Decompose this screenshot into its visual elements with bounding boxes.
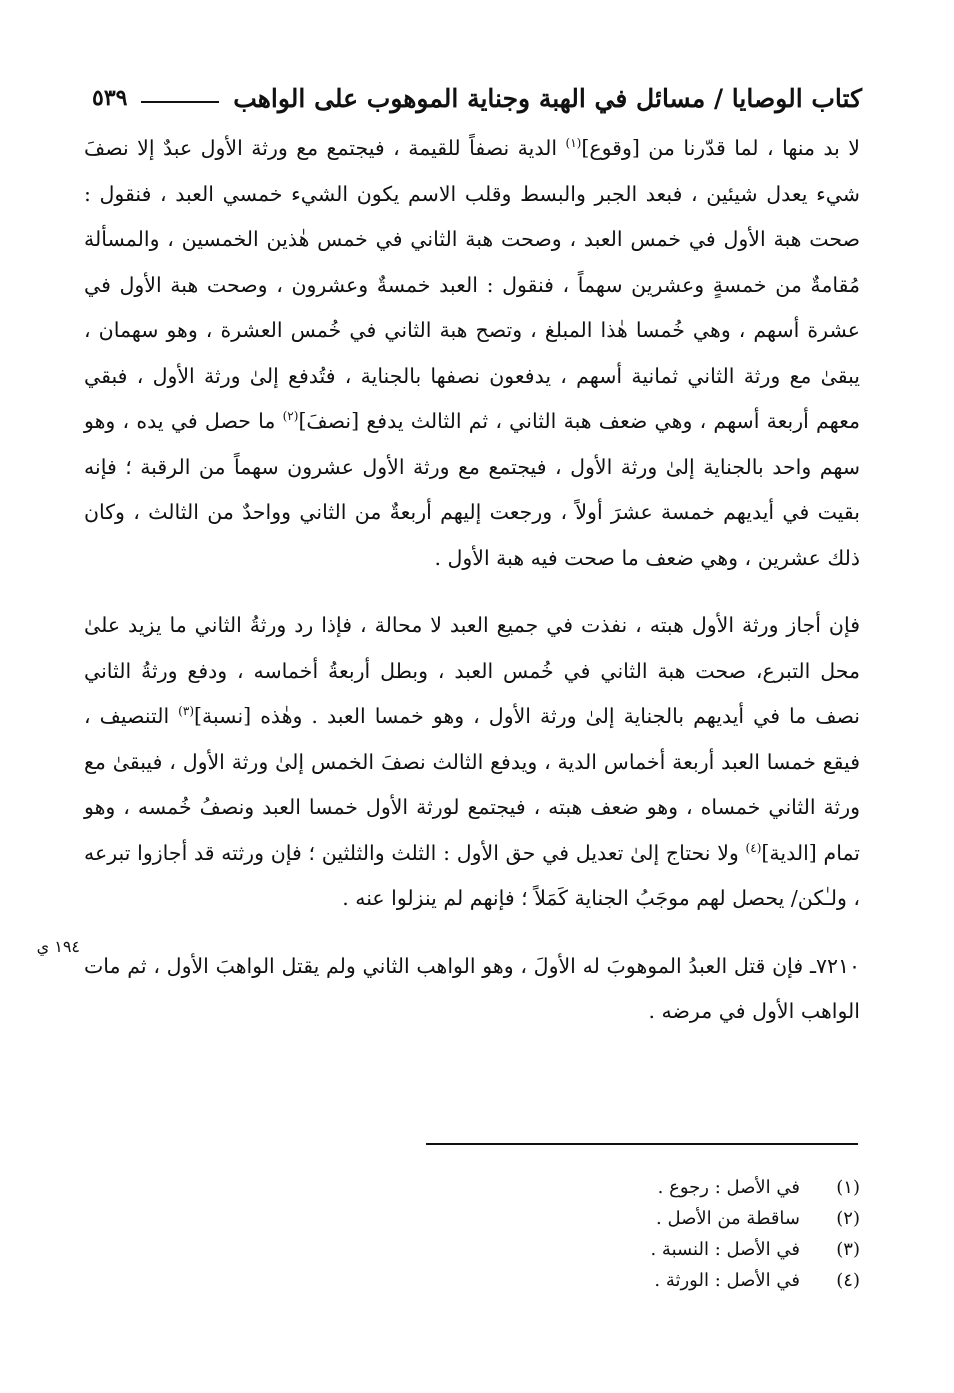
- footnote-rule: [426, 1143, 858, 1145]
- margin-note: ١٩٤ ي: [36, 937, 80, 956]
- footnote-text: في الأصل : رجوع .: [657, 1177, 800, 1198]
- footnote-ref-2: (٢): [282, 409, 299, 424]
- footnote: [360, 1172, 860, 1203]
- footnote-text: في الأصل : النسبة .: [650, 1239, 800, 1260]
- footnote-number: (٣): [836, 1239, 860, 1260]
- header-rule: [141, 101, 219, 103]
- page-number: ٥٣٩: [92, 85, 128, 111]
- footnote-text: ساقطة من الأصل .: [656, 1208, 800, 1229]
- footnote-number: (٤): [836, 1270, 860, 1291]
- header-title: كتاب الوصايا / مسائل في الهبة وجناية الموهوب على الواهب: [233, 83, 862, 113]
- footnote-ref-4: (٤): [745, 840, 762, 855]
- paragraph-3: ٧٢١٠ـ فإن قتل العبدُ الموهوبَ له الأولَ ، وهو الواهب الثاني ولم يقتل الواهبَ الأول ، ثم مات الواهب الأول في مرضه .: [84, 953, 860, 1023]
- main-text: [84, 126, 860, 1035]
- footnote-number: (٢): [836, 1208, 860, 1229]
- footnote: [360, 1265, 860, 1296]
- footnote: [360, 1203, 860, 1234]
- paragraph-1: لا بد منها ، لما قدّرنا من [وقوع]$^{(١)}$ الدية نصفاً للقيمة ، فيجتمع مع ورثة الأول عبدٌ إلا نصفَ شيء يعدل شيئين ، فبعد الجبر والبسط وقلب الاسم يكون الشيء خمسي العبد ، فنقول : صحت هبة الأول في خمس العبد ، وصحت هبة الثاني في خمس هٰذين الخمسين ، والمسألة مُقامةٌ من خمسةٍ وعشرين سهماً ، فنقول : العبد خمسةٌ وعشرون ، وصحت هبة الأول في عشرة أسهم ، وهي خُمسا هٰذا المبلغ ، وتصح هبة الثاني في خُمس العشرة ، وهو سهمان ، يبقىٰ مع ورثة الثاني ثمانية أسهم ، يدفعون نصفها بالجناية ، فتُدفع إلىٰ ورثة الأول ، فبقي معهم أربعة أسهم ، وهي ضعف هبة الثاني ، ثم الثالث يدفع [نصفَ]$^{(٢)}$ ما حصل في يده ، وهو سهم واحد بالجناية إلىٰ ورثة الأول ، فيجتمع مع ورثة الأول عشرون سهماً من الرقبة ؛ فإنه بقيت في أيديهم خمسة عشرَ أولاً ، ورجعت إليهم أربعةٌ من الثاني وواحدٌ من الثالث ، وكان ذلك عشرين ، وهي ضعف ما صحت فيه هبة الأول .: [84, 136, 861, 570]
- footnote-ref-3: (٣): [178, 704, 194, 719]
- footnote-ref-1: (١): [565, 136, 582, 151]
- running-header: [92, 78, 862, 118]
- footnote-text: في الأصل : الورثة .: [654, 1270, 800, 1291]
- footnote-number: (١): [836, 1177, 860, 1198]
- footnotes: [360, 1172, 860, 1296]
- footnote: [360, 1234, 860, 1265]
- paragraph-2: فإن أجاز ورثة الأول هبته ، نفذت في جميع العبد لا محالة ، فإذا رد ورثةُ الثاني ما يزيد علىٰ محل التبرع، صحت هبة الثاني في خُمس العبد ، وبطل أربعةُ أخماسه ، ودفع ورثةُ الثاني نصف ما في أيديهم بالجناية إلىٰ ورثة الأول ، وهو خمسا العبد . وهٰذه [نسبة]$^{(٣)}$ التنصيف ، فيقع خمسا العبد أربعة أخماس الدية ، ويدفع الثالث نصفَ الخمس إلىٰ ورثة الأول ، فيبقىٰ مع ورثة الثاني خمساه ، وهو ضعف هبته ، فيجتمع لورثة الأول خمسا العبد ونصفُ خُمسه ، وهو تمام [الدية]$^{(٤)}$ ولا نحتاج إلىٰ تعديل في حق الأول : الثلث والثلثين ؛ فإن ورثته قد أجازوا تبرعه ، ولـٰكن/ يحصل لهم موجَبُ الجناية كَمَلاً ؛ فإنهم لم ينزلوا عنه .: [84, 613, 860, 910]
